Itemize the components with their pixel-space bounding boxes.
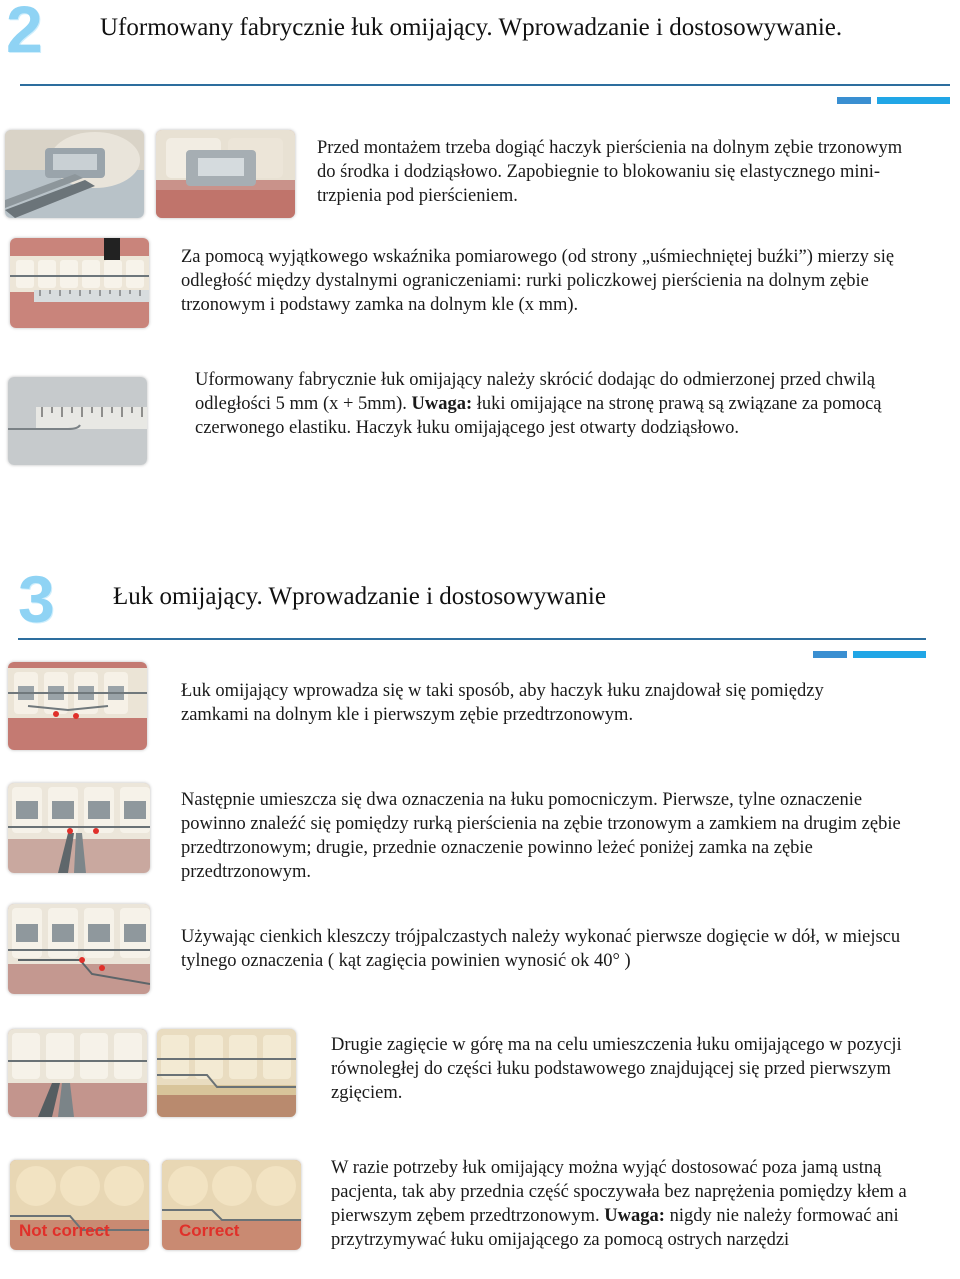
section-3-paragraph-3: Używając cienkich kleszczy trójpalczastych należy wykonać pierwsze dogięcie w dół, w miejscu tylnego oznaczenia ( kąt zagięcia powinien wynosić ok 40° ) [181,927,901,971]
step-number-2: 2 [6,0,41,66]
section-2-title: Uformowany fabrycznie łuk omijający. Wprowadzanie i dostosowywanie. [100,14,843,41]
section-2-warning-text: łuki omijające na stronę prawą są związane za pomocą czerwonego elastiku. Haczyk łuku omijającego jest otwarty dodziąsłowo. [195,394,882,438]
section-3-warning-text: nigdy nie należy formować ani przytrzymywać łuku omijającego za pomocą ostrych narzędzi [331,1206,899,1250]
photo-molar-band [156,130,295,218]
photo-first-bend [8,904,150,994]
warning-label: Uwaga: [411,394,473,414]
section-2-paragraph-3 [195,368,915,440]
accent-bar [853,651,926,658]
accent-bar [813,651,847,658]
section-3-paragraph-1: Łuk omijający wprowadza się w taki sposób, aby haczyk łuku znajdował się pomiędzy zamkami na dolnym kle i pierwszym zębie przedtrzonowym. [181,681,824,725]
accent-bar [837,97,871,104]
section-2-paragraph-2: Za pomocą wyjątkowego wskaźnika pomiarowego (od strony „uśmiechniętej buźki”) mierzy się odległość między dystalnymi ograniczeniami: rurki policzkowej pierścienia na dolnym zębie trzonowym i podstawy zamka na dolnym kle (x mm). [181,247,895,315]
section-3-paragraph-5-text: W razie potrzeby łuk omijający można wyjąć dostosować poza jamą ustną pacjenta, tak aby przednia część spoczywała bez naprężenia pomiędzy kłem a pierwszym zębem przedtrzonowym. [331,1158,907,1226]
correct-label: Correct [179,1221,240,1240]
photo-second-bend-result [157,1029,296,1117]
warning-label: Uwaga: [604,1206,665,1226]
accent-bar [877,97,950,104]
section-2-paragraph-3-text: Uformowany fabrycznie łuk omijający należy skrócić dodając do odmierzonej przed chwilą odległości 5 mm (x + 5mm). [195,370,876,414]
photo-measuring-gauge [10,238,149,328]
photo-arch-marks [8,783,150,873]
photo-arch-insertion [8,662,147,750]
step-number-3: 3 [18,562,53,636]
section-2-paragraph-1: Przed montażem trzeba dogiąć haczyk pierścienia na dolnym zębie trzonowym do środka i dodziąsłowo. Zapobiegnie to blokowaniu się elastycznego mini-trzpienia pod pierścieniem. [317,138,903,206]
photo-second-bend-pliers [8,1029,147,1117]
section-3-paragraph-4: Drugie zagięcie w górę ma na celu umieszczenia łuku omijającego w pozycji równoległej do części łuku podstawowego znajdującej się przed pierwszym zgięciem. [331,1035,902,1103]
photo-ruler-arch [8,377,147,465]
photo-band-hook-pliers [5,130,144,218]
section-3-paragraph-2: Następnie umieszcza się dwa oznaczenia na łuku pomocniczym. Pierwsze, tylne oznaczenie powinno znaleźć się pomiędzy rurką pierścienia na zębie trzonowym a zamkiem na drugim zębie przedtrzonowym; drugie, przednie oznaczenie powinno leżeć poniżej zamka na zębie przedtrzonowym. [181,790,901,882]
section-2-divider [20,84,950,86]
section-3-divider [18,638,926,640]
not-correct-label: Not correct [19,1221,110,1240]
section-3-title: Łuk omijający. Wprowadzanie i dostosowywanie [113,583,606,610]
section-3-paragraph-5 [331,1156,921,1252]
